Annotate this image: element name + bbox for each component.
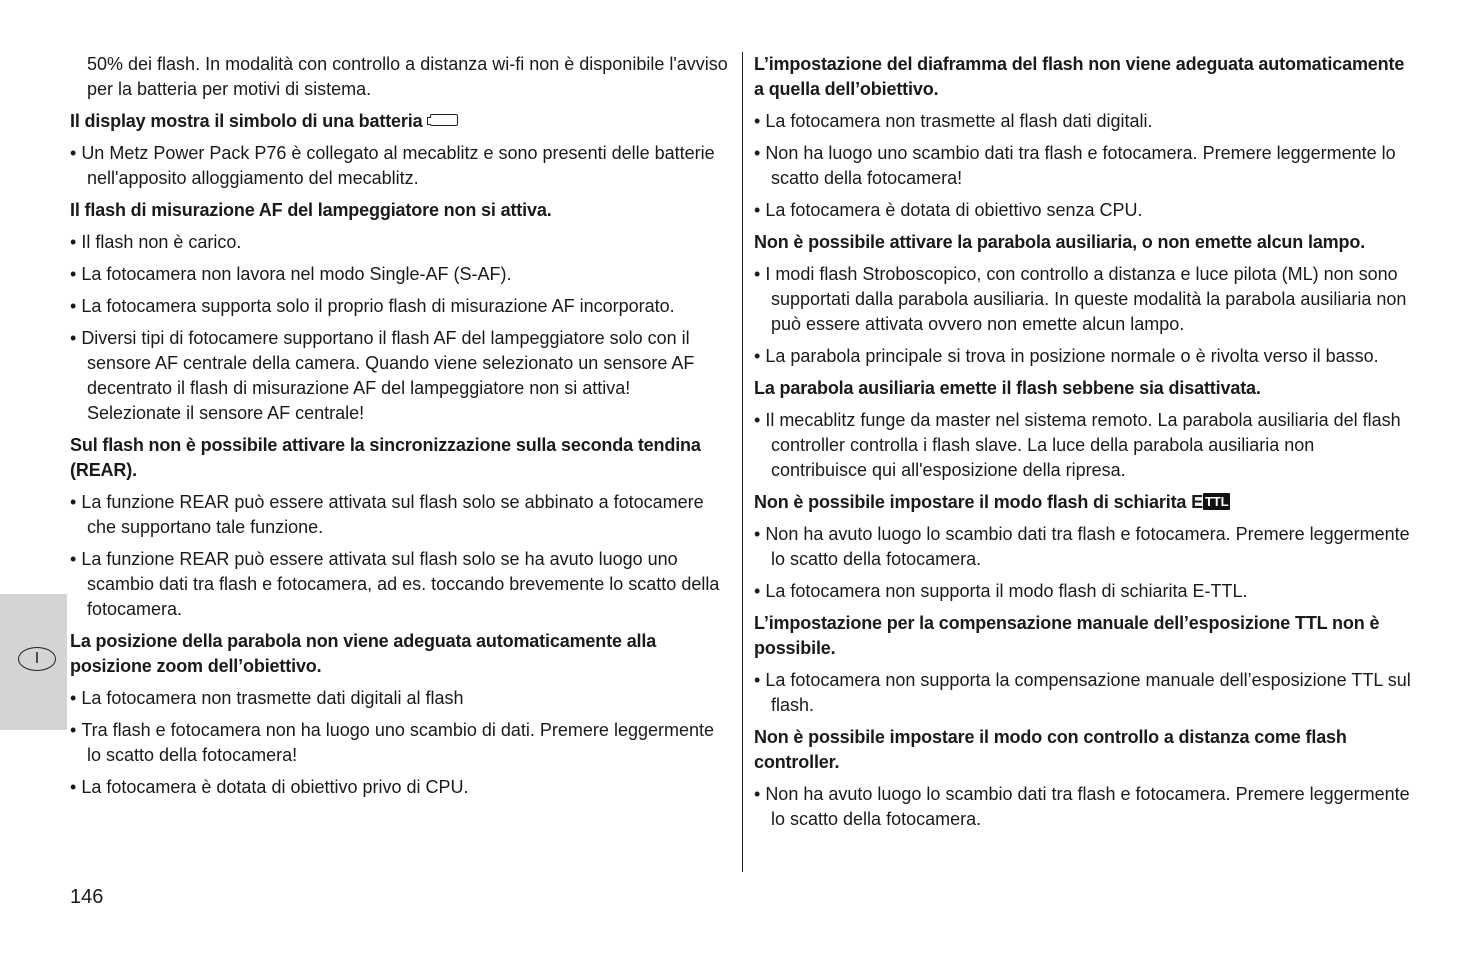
list-item: • Tra flash e fotocamera non ha luogo uno scambio di dati. Premere leggermente lo scatto della fotocamera! bbox=[70, 718, 728, 768]
continued-paragraph: 50% dei flash. In modalità con controllo a distanza wi-fi non è disponibile l'avviso per la batteria per motivi di sistema. bbox=[87, 54, 728, 99]
list-item: • La fotocamera non supporta il modo flash di schiarita E-TTL. bbox=[754, 579, 1414, 604]
list-item: • La fotocamera è dotata di obiettivo senza CPU. bbox=[754, 198, 1414, 223]
list-item: • Non ha luogo uno scambio dati tra flash e fotocamera. Premere leggermente lo scatto della fotocamera! bbox=[754, 141, 1414, 191]
column-divider bbox=[742, 52, 743, 872]
language-badge: I bbox=[18, 647, 56, 671]
ttl-badge-icon: TTL bbox=[1205, 493, 1229, 509]
heading-ttl-compensation: L’impostazione per la compensazione manuale dell’esposizione TTL non è possibile. bbox=[754, 613, 1380, 658]
list-item: • La fotocamera non trasmette al flash dati digitali. bbox=[754, 109, 1414, 134]
list-item: • Il mecablitz funge da master nel sistema remoto. La parabola ausiliaria del flash controller controlla i flash slave. La luce della parabola ausiliaria non contribuisce qui all'esposizione della ripresa. bbox=[754, 408, 1414, 483]
heading-rear-sync: Sul flash non è possibile attivare la sincronizzazione sulla seconda tendina (REAR). bbox=[70, 435, 701, 480]
heading-af-assist: Il flash di misurazione AF del lampeggiatore non si attiva. bbox=[70, 200, 552, 220]
list-item: • La fotocamera non trasmette dati digitali al flash bbox=[70, 686, 728, 711]
list-item: • Non ha avuto luogo lo scambio dati tra flash e fotocamera. Premere leggermente lo scatto della fotocamera. bbox=[754, 782, 1414, 832]
list-item: • La fotocamera è dotata di obiettivo privo di CPU. bbox=[70, 775, 728, 800]
list-item: • Un Metz Power Pack P76 è collegato al mecablitz e sono presenti delle batterie nell'apposito alloggiamento del mecablitz. bbox=[70, 141, 728, 191]
heading-remote-controller: Non è possibile impostare il modo con controllo a distanza come flash controller. bbox=[754, 727, 1347, 772]
list-item: • La fotocamera non supporta la compensazione manuale dell’esposizione TTL sul flash. bbox=[754, 668, 1414, 718]
heading-secondary-fires: La parabola ausiliaria emette il flash sebbene sia disattivata. bbox=[754, 378, 1261, 398]
heading-fill-flash: Non è possibile impostare il modo flash di schiarita E TTL bbox=[754, 492, 1229, 512]
heading-battery-symbol: Il display mostra il simbolo di una batteria bbox=[70, 109, 728, 134]
list-item: • La fotocamera supporta solo il proprio flash di misurazione AF incorporato. bbox=[70, 294, 728, 319]
list-item: • I modi flash Stroboscopico, con controllo a distanza e luce pilota (ML) non sono supportati dalla parabola ausiliaria. In queste modalità la parabola ausiliaria non può essere attivata ovvero non emette alcun lampo. bbox=[754, 262, 1414, 337]
list-item: • La funzione REAR può essere attivata sul flash solo se ha avuto luogo uno scambio dati tra flash e fotocamera, ad es. toccando brevemente lo scatto della fotocamera. bbox=[70, 547, 728, 622]
heading-zoom-position: La posizione della parabola non viene adeguata automaticamente alla posizione zoom dell’obiettivo. bbox=[70, 631, 657, 676]
battery-icon bbox=[430, 114, 458, 126]
right-column bbox=[754, 52, 1414, 839]
list-item: • La funzione REAR può essere attivata sul flash solo se abbinato a fotocamere che supportano tale funzione. bbox=[70, 490, 728, 540]
list-item: • La parabola principale si trova in posizione normale o è rivolta verso il basso. bbox=[754, 344, 1414, 369]
list-item: • La fotocamera non lavora nel modo Single-AF (S-AF). bbox=[70, 262, 728, 287]
heading-aperture: L’impostazione del diaframma del flash non viene adeguata automaticamente a quella dell’obiettivo. bbox=[754, 54, 1405, 99]
page-number: 146 bbox=[70, 886, 104, 908]
heading-secondary-reflector: Non è possibile attivare la parabola ausiliaria, o non emette alcun lampo. bbox=[754, 232, 1366, 252]
list-item: • Il flash non è carico. bbox=[70, 230, 728, 255]
list-item: • Diversi tipi di fotocamere supportano il flash AF del lampeggiatore solo con il sensore AF centrale della camera. Quando viene selezionato un sensore AF decentrato il flash di misurazione AF del lampeggiatore non si attiva! Selezionate il sensore AF centrale! bbox=[70, 326, 728, 426]
list-item: • Non ha avuto luogo lo scambio dati tra flash e fotocamera. Premere leggermente lo scatto della fotocamera. bbox=[754, 522, 1414, 572]
left-column bbox=[70, 52, 728, 807]
